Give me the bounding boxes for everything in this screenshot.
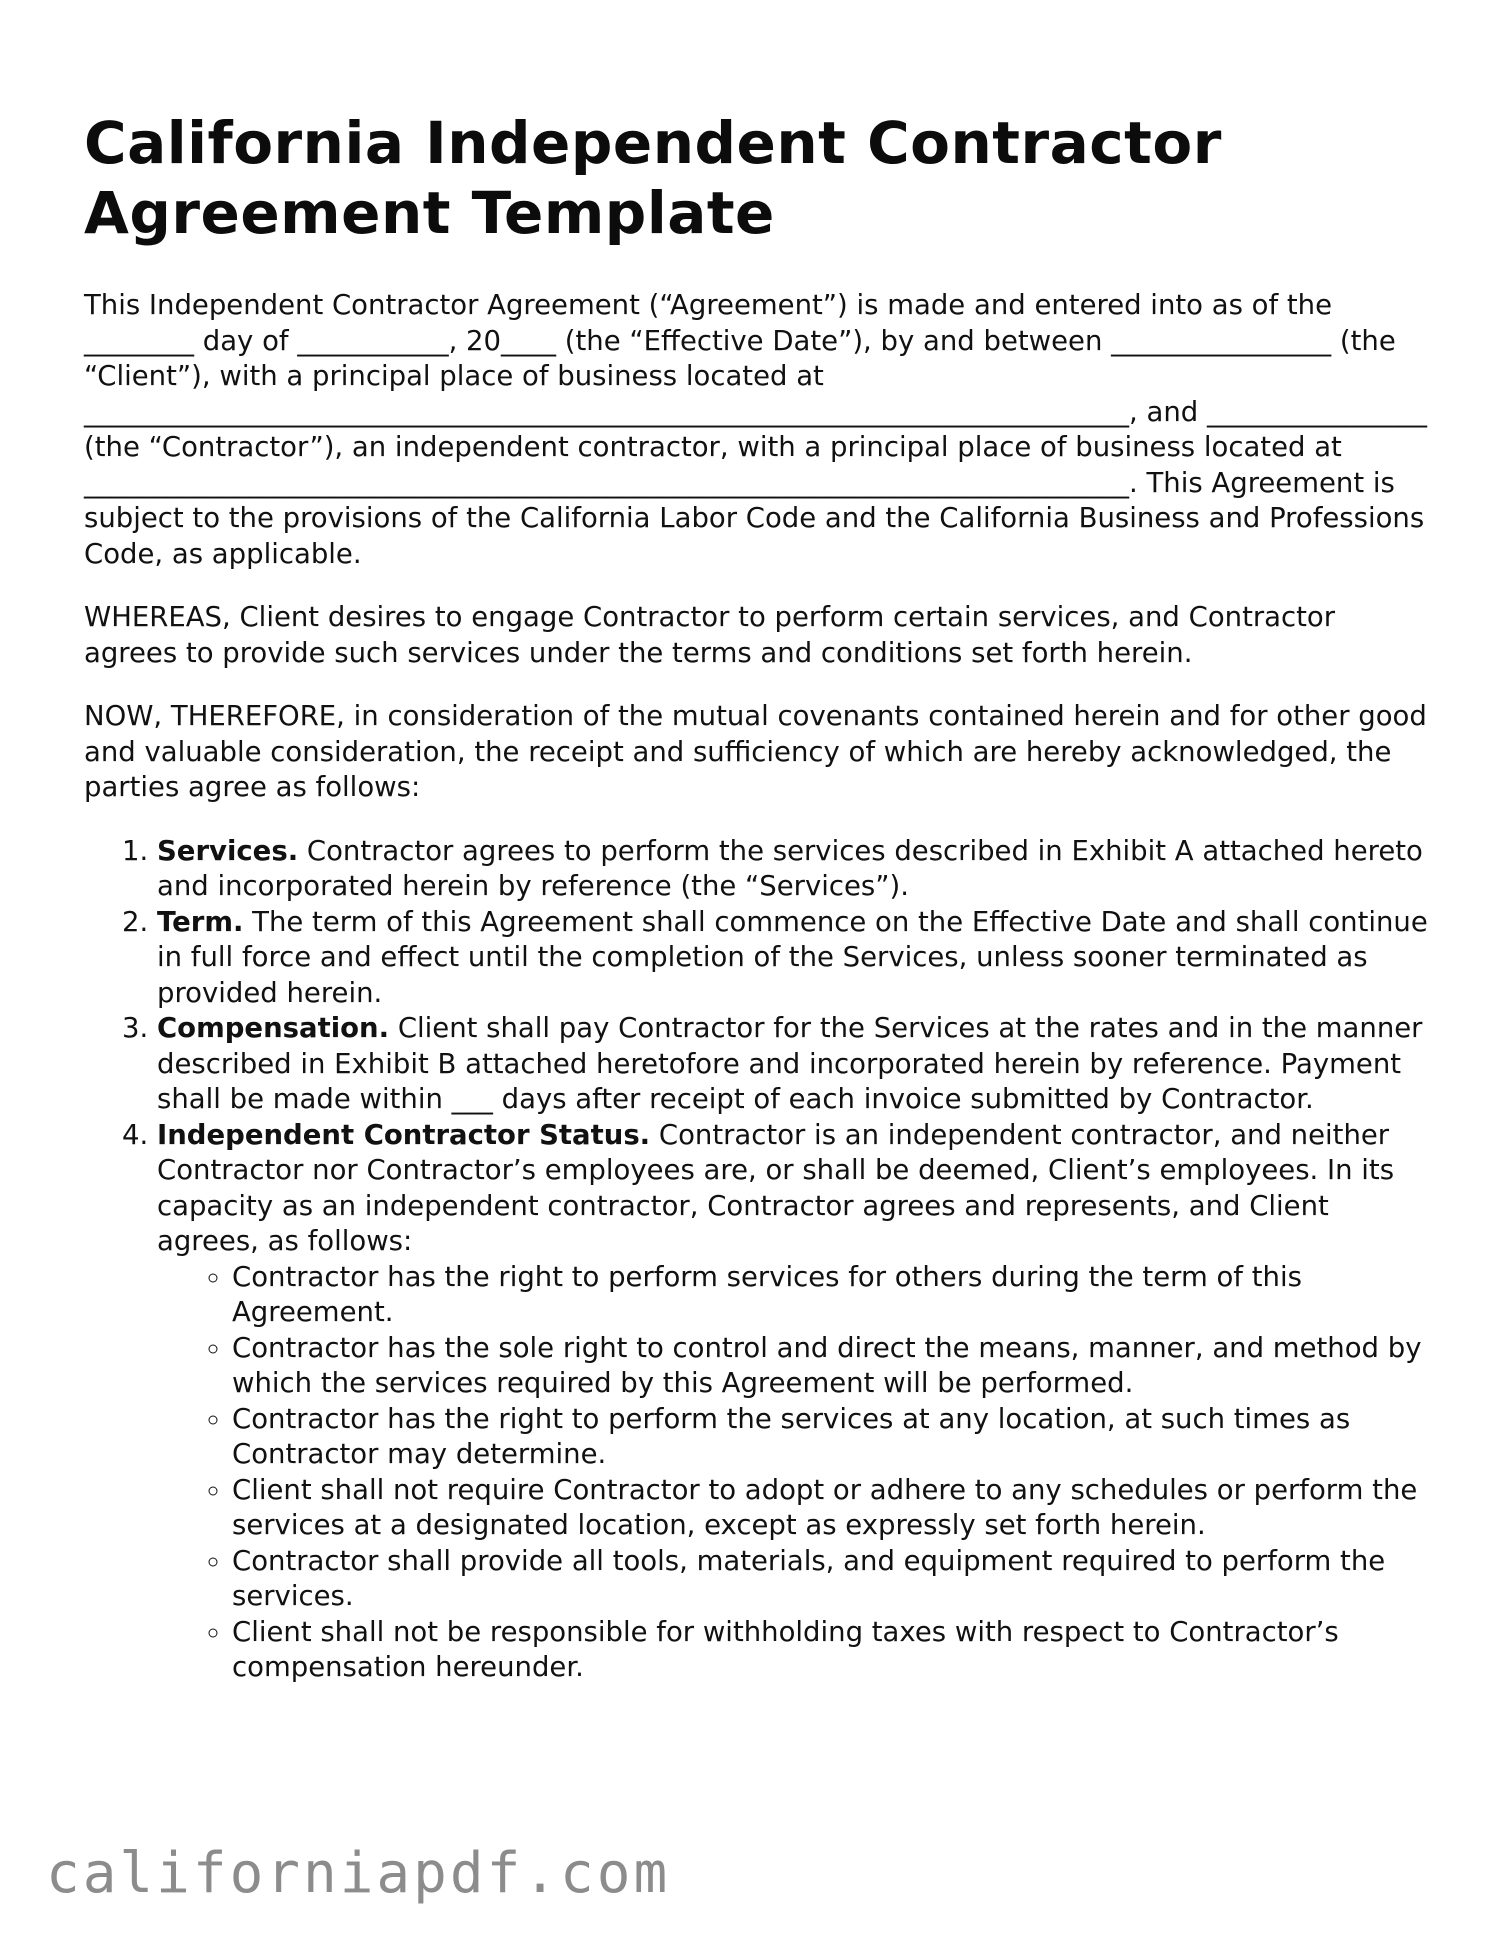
term-item-term bbox=[157, 905, 1434, 1012]
list-item: ◦ Client shall not be responsible for withholding taxes with respect to Contractor’s compensation hereunder. bbox=[232, 1615, 1434, 1686]
list-item: ◦ Contractor has the right to perform the services at any location, at such times as Contractor may determine. bbox=[232, 1402, 1434, 1473]
watermark: californiapdf.com bbox=[46, 1841, 671, 1906]
term-text: Contractor is an independent contractor, and neither Contractor nor Contractor’s employees are, or shall be deemed, Client’s employees. In its capacity as an independent contractor, Contractor agrees and represents, and Client agrees, as follows: bbox=[157, 1118, 1395, 1257]
whereas-paragraph: WHEREAS, Client desires to engage Contractor to perform certain services, and Contractor agrees to provide such services under the terms and conditions set forth herein. bbox=[84, 601, 1336, 669]
term-item-services bbox=[157, 834, 1434, 905]
status-bullet-list bbox=[157, 1260, 1434, 1686]
term-item-independent-contractor-status bbox=[157, 1118, 1434, 1686]
term-heading: Term. bbox=[157, 905, 244, 938]
term-heading: Services. bbox=[157, 834, 299, 867]
term-text: Client shall pay Contractor for the Services at the rates and in the manner described in Exhibit B attached heretofore and incorporated herein by reference. Payment shall be made within ___ days after receipt of each invoice submitted by Contractor. bbox=[157, 1012, 1423, 1115]
term-text: The term of this Agreement shall commence on the Effective Date and shall continue in full force and effect until the completion of the Services, unless sooner terminated as provided herein. bbox=[157, 905, 1428, 1009]
term-heading: Compensation. bbox=[157, 1012, 390, 1044]
list-item: ◦ Client shall not require Contractor to adopt or adhere to any schedules or perform the services at a designated location, except as expressly set forth herein. bbox=[232, 1473, 1434, 1544]
terms-list bbox=[84, 834, 1434, 1686]
term-item-compensation bbox=[157, 1011, 1434, 1118]
term-text: Contractor agrees to perform the services described in Exhibit A attached hereto and incorporated herein by reference (the “Services”). bbox=[157, 834, 1423, 902]
list-item: ◦ Contractor has the right to perform services for others during the term of this Agreement. bbox=[232, 1260, 1434, 1331]
intro-paragraph: This Independent Contractor Agreement (“Agreement”) is made and entered into as of the ________ day of ___________, 20____ (the “Effective Date”), by and between ________________ (the “Client”), with a principal place of business located at ____________________________________________________________________________, and ________________ (the “Contractor”), an independent contractor, with a principal place of business located at ____________________________________________________________________________. This Agreement is subject to the provisions of the California Labor Code and the California Business and Professions Code, as applicable. bbox=[84, 289, 1427, 570]
list-item: ◦ Contractor shall provide all tools, materials, and equipment required to perform the services. bbox=[232, 1544, 1434, 1615]
now-therefore-paragraph: NOW, THEREFORE, in consideration of the mutual covenants contained herein and for other good and valuable consideration, the receipt and sufficiency of which are hereby acknowledged, the parties agree as follows: bbox=[84, 700, 1427, 803]
document-title: California Independent Contractor Agreement Template bbox=[84, 109, 1222, 247]
list-item: ◦ Contractor has the sole right to control and direct the means, manner, and method by which the services required by this Agreement will be performed. bbox=[232, 1331, 1434, 1402]
document-page bbox=[84, 108, 1434, 1686]
term-heading: Independent Contractor Status. bbox=[157, 1118, 651, 1151]
